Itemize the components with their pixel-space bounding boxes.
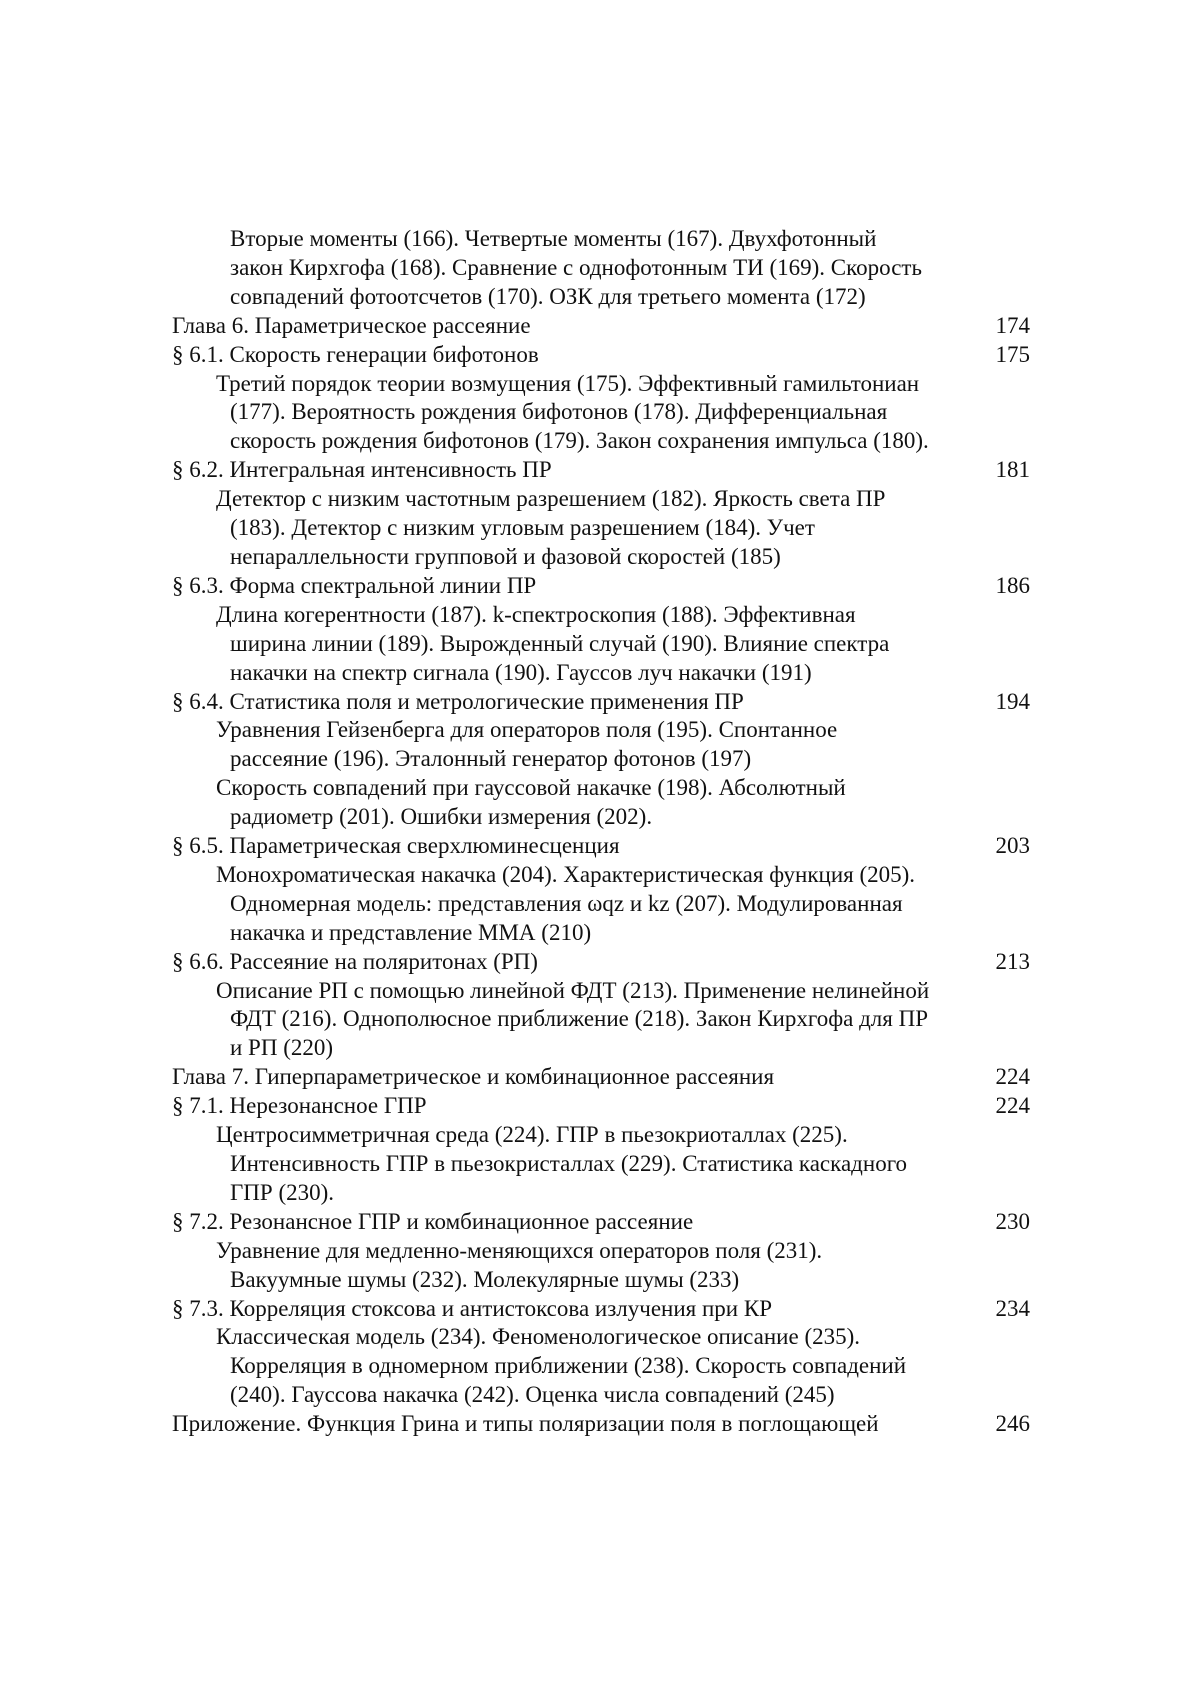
toc-description-line: совпадений фотоотсчетов (170). ОЗК для третьего момента (172)	[230, 283, 866, 309]
toc-entry	[172, 572, 1030, 601]
toc-entry-title: § 6.6. Рассеяние на поляритонах (РП)	[172, 948, 538, 974]
toc-description	[172, 485, 1030, 572]
toc-entry-title: Глава 7. Гиперпараметрическое и комбинационное рассеяния	[172, 1064, 775, 1090]
toc-page-number: 194	[995, 688, 1030, 714]
toc-page-number: 234	[995, 1295, 1030, 1321]
toc-description-line: Описание РП с помощью линейной ФДТ (213). Применение нелинейной	[216, 977, 930, 1003]
toc-description-line: рассеяние (196). Эталонный генератор фотонов (197)	[230, 746, 752, 772]
toc-entry-title: § 6.2. Интегральная интенсивность ПР	[172, 457, 552, 483]
toc-description-line: ГПР (230).	[230, 1179, 335, 1205]
toc-description	[172, 1237, 1030, 1295]
table-of-contents	[172, 225, 1030, 1439]
toc-description-line: Интенсивность ГПР в пьезокристаллах (229). Статистика каскадного	[230, 1151, 908, 1176]
toc-description-line: и РП (220)	[230, 1035, 334, 1061]
toc-page-number: 174	[995, 312, 1030, 338]
toc-description	[172, 1121, 1030, 1208]
toc-entry-title: § 6.1. Скорость генерации бифотонов	[172, 341, 539, 367]
toc-description-line: накачки на спектр сигнала (190). Гауссов луч накачки (191)	[230, 659, 812, 685]
toc-description-line: закон Кирхгофа (168). Сравнение с однофотонным ТИ (169). Скорость	[230, 254, 922, 280]
toc-description	[172, 1323, 1030, 1410]
toc-entry	[172, 948, 1030, 977]
toc-entry-title: Приложение. Функция Грина и типы поляризации поля в поглощающей	[172, 1411, 879, 1437]
toc-page-number: 181	[995, 457, 1030, 483]
toc-page-number: 175	[995, 341, 1030, 367]
toc-entry	[172, 688, 1030, 717]
toc-description	[172, 716, 1030, 774]
toc-description-line: Уравнение для медленно-меняющихся операторов поля (231).	[216, 1237, 823, 1263]
toc-description-line: ФДТ (216). Однополюсное приближение (218). Закон Кирхгофа для ПР	[230, 1006, 928, 1032]
toc-entry-title: § 6.4. Статистика поля и метрологические применения ПР	[172, 688, 744, 714]
toc-entry	[172, 832, 1030, 861]
toc-description-line: (240). Гауссова накачка (242). Оценка числа совпадений (245)	[230, 1382, 835, 1408]
toc-description-line: накачка и представление ММА (210)	[230, 919, 592, 945]
toc-description-line: Одномерная модель: представления ωqz и kz (207). Модулированная	[230, 890, 903, 916]
toc-entry-title: Глава 6. Параметрическое рассеяние	[172, 312, 531, 338]
toc-description-line: скорость рождения бифотонов (179). Закон сохранения импульса (180).	[230, 428, 929, 454]
toc-description-line: ширина линии (189). Вырожденный случай (190). Влияние спектра	[230, 630, 890, 656]
toc-description-line: Скорость совпадений при гауссовой накачке (198). Абсолютный	[216, 775, 846, 801]
toc-description-line: Детектор с низким частотным разрешением (182). Яркость света ПР	[216, 486, 886, 512]
toc-entry-title: § 6.3. Форма спектральной линии ПР	[172, 572, 537, 598]
toc-entry-title: § 6.5. Параметрическая сверхлюминесценция	[172, 833, 620, 859]
toc-description	[172, 225, 1030, 312]
toc-entry-title: § 7.2. Резонансное ГПР и комбинационное рассеяние	[172, 1208, 694, 1234]
toc-page-number: 213	[995, 948, 1030, 974]
toc-description-line: (177). Вероятность рождения бифотонов (178). Дифференциальная	[230, 399, 888, 425]
toc-entry	[172, 1092, 1030, 1121]
toc-description	[172, 861, 1030, 948]
toc-description-line: Монохроматическая накачка (204). Характеристическая функция (205).	[216, 861, 916, 887]
toc-description	[172, 370, 1030, 457]
toc-page-number: 186	[995, 572, 1030, 598]
toc-description-line: Классическая модель (234). Феноменологическое описание (235).	[216, 1324, 861, 1350]
toc-entry	[172, 341, 1030, 370]
toc-description	[172, 774, 1030, 832]
toc-description-line: Вторые моменты (166). Четвертые моменты (167). Двухфотонный	[230, 226, 877, 251]
toc-entry	[172, 312, 1030, 341]
toc-description-line: Центросимметричная среда (224). ГПР в пьезокриоталлах (225).	[216, 1122, 848, 1148]
toc-description-line: Вакуумные шумы (232). Молекулярные шумы (233)	[230, 1266, 740, 1292]
toc-description-line: Уравнения Гейзенберга для операторов поля (195). Спонтанное	[216, 717, 838, 743]
toc-entry-title: § 7.3. Корреляция стоксова и антистоксова излучения при КР	[172, 1295, 772, 1321]
toc-description-line: (183). Детектор с низким угловым разрешением (184). Учет	[230, 515, 815, 541]
toc-page-number: 246	[995, 1411, 1030, 1437]
toc-description-line: Третий порядок теории возмущения (175). Эффективный гамильтониан	[216, 370, 920, 396]
toc-description	[172, 601, 1030, 688]
toc-page-number: 224	[995, 1064, 1030, 1090]
toc-description-line: непараллельности групповой и фазовой скоростей (185)	[230, 543, 781, 569]
toc-entry	[172, 1410, 1030, 1439]
toc-page-number: 203	[995, 833, 1030, 859]
toc-description-line: радиометр (201). Ошибки измерения (202).	[230, 804, 653, 830]
toc-entry	[172, 1208, 1030, 1237]
toc-entry	[172, 1063, 1030, 1092]
toc-description-line: Корреляция в одномерном приближении (238). Скорость совпадений	[230, 1353, 907, 1379]
toc-description-line: Длина когерентности (187). k-спектроскопия (188). Эффективная	[216, 601, 856, 627]
toc-page-number: 230	[995, 1208, 1030, 1234]
toc-entry-title: § 7.1. Нерезонансное ГПР	[172, 1093, 427, 1119]
toc-entry	[172, 1295, 1030, 1324]
toc-page-number: 224	[995, 1093, 1030, 1119]
toc-entry	[172, 456, 1030, 485]
toc-description	[172, 977, 1030, 1064]
